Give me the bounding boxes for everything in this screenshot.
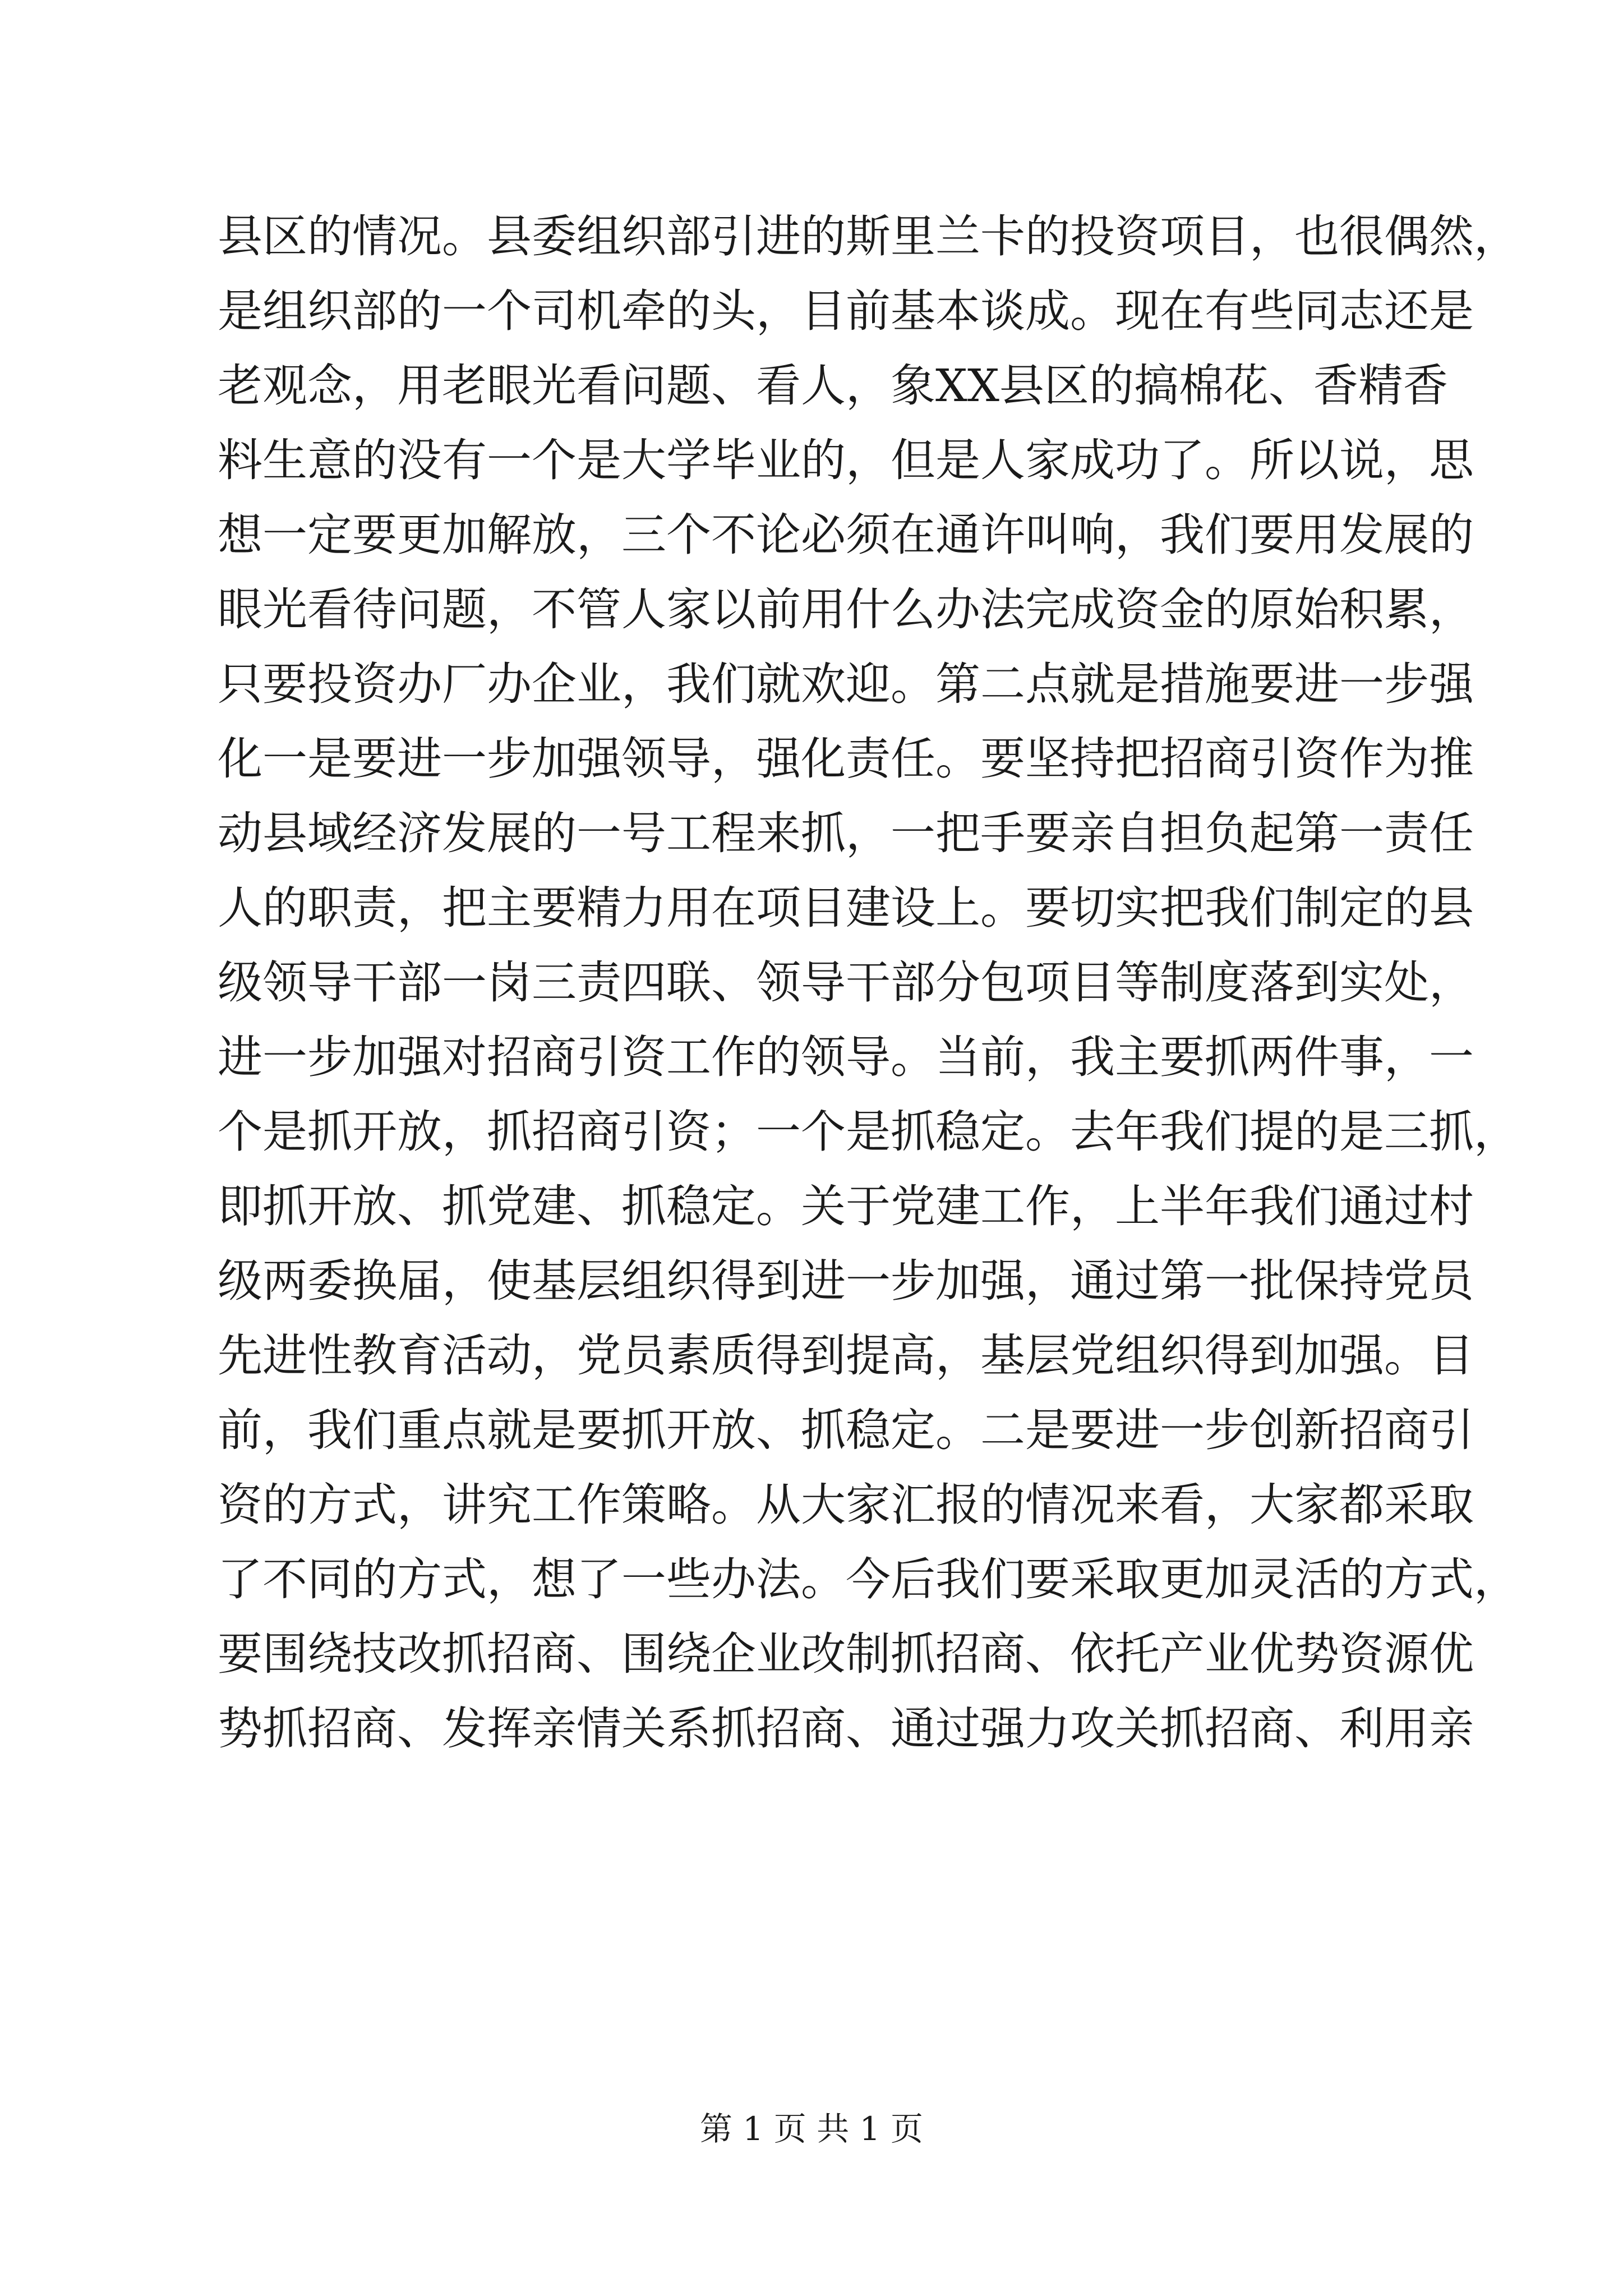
text-line: 化一是要进一步加强领导，强化责任。要坚持把招商引资作为推	[218, 733, 1474, 785]
text-line: 级两委换届，使基层组织得到进一步加强，通过第一批保持党员	[218, 1255, 1474, 1307]
text-line: 进一步加强对招商引资工作的领导。当前，我主要抓两件事，一	[218, 1031, 1474, 1083]
text-line: 级领导干部一岗三责四联、领导干部分包项目等制度落到实处，	[218, 956, 1474, 1009]
text-line: 前，我们重点就是要抓开放、抓稳定。二是要进一步创新招商引	[218, 1404, 1474, 1456]
text-line: 势抓招商、发挥亲情关系抓招商、通过强力攻关抓招商、利用亲	[218, 1703, 1474, 1755]
text-line: 了不同的方式，想了一些办法。今后我们要采取更加灵活的方式，	[218, 1553, 1519, 1605]
text-line: 老观念，用老眼光看问题、看人，象XX县区的搞棉花、香精香	[218, 360, 1448, 412]
page-footer	[0, 2109, 1623, 2148]
text-line: 是组织部的一个司机牵的头，目前基本谈成。现在有些同志还是	[218, 285, 1474, 337]
text-line: 资的方式，讲究工作策略。从大家汇报的情况来看，大家都采取	[218, 1479, 1474, 1531]
text-line: 个是抓开放，抓招商引资；一个是抓稳定。去年我们提的是三抓，	[218, 1106, 1519, 1158]
text-line: 动县域经济发展的一号工程来抓，一把手要亲自担负起第一责任	[218, 807, 1474, 859]
text-line: 要围绕技改抓招商、围绕企业改制抓招商、依托产业优势资源优	[218, 1628, 1474, 1680]
text-line: 料生意的没有一个是大学毕业的，但是人家成功了。所以说，思	[218, 434, 1474, 486]
text-line: 只要投资办厂办企业，我们就欢迎。第二点就是措施要进一步强	[218, 658, 1474, 710]
text-line: 县区的情况。县委组织部引进的斯里兰卡的投资项目，也很偶然，	[218, 210, 1519, 263]
page-number-label: 第 1 页 共 1 页	[700, 2110, 923, 2148]
text-line: 眼光看待问题，不管人家以前用什么办法完成资金的原始积累，	[218, 583, 1474, 636]
body-text	[218, 199, 1519, 1766]
text-line: 想一定要更加解放，三个不论必须在通许叫响，我们要用发展的	[218, 509, 1474, 561]
text-line: 人的职责，把主要精力用在项目建设上。要切实把我们制定的县	[218, 882, 1474, 934]
text-line: 先进性教育活动，党员素质得到提高，基层党组织得到加强。目	[218, 1329, 1474, 1382]
text-line: 即抓开放、抓党建、抓稳定。关于党建工作，上半年我们通过村	[218, 1180, 1474, 1232]
